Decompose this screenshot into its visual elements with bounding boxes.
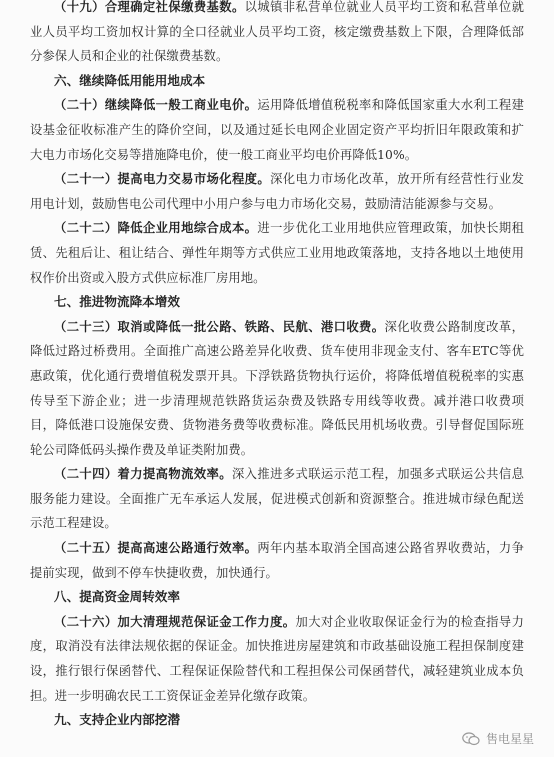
item-body: 加大对企业收取保证金行为的检查指导力度，取消没有法律法规依据的保证金。加快推进房屋建筑和市政基础设施工程担保制度建设，推行银行保函替代、工程保证保险替代和工程担保公司保函替代，减轻建筑业成本负担。进一步明确农民工工资保证金差异化缴存政策。 [30,614,524,703]
section-heading: 七、推进物流降本增效 [54,294,180,310]
item-body: 深化电力市场化改革，放开所有经营性行业发用电计划，鼓励售电公司代理中小用户参与电力市场化交易，鼓励清洁能源参与交易。 [30,172,524,211]
item-body: 两年内基本取消全国高速公路省界收费站，力争提前实现，做到不停车快捷收费，加快通行。 [30,541,524,580]
item-body: 深化收费公路制度改革，降低过路过桥费用。全面推广高速公路差异化收费、货车使用非现金支付、客车ETC等优惠政策，优化通行费增值税发票开具。下浮铁路货物执行运价，将降低增值税税率的实惠传导至下游企业；进一步清理规范铁路货运杂费及铁路专用线等收费。减并港口收费项目，降低港口设施保安费、货物港务费等收费标准。降低民用机场收费。引导督促国际班轮公司降低码头操作费及单证类附加费。 [30,319,524,457]
item-body: 运用降低增值税税率和降低国家重大水利工程建设基金征收标准产生的降价空间，以及通过延长电网企业固定资产平均折旧年限政策和扩大电力市场化交易等措施降电价，使一般工商业平均电价再降低10%。 [30,98,524,162]
watermark [462,730,534,747]
policy-item [30,315,524,463]
policy-item [30,610,524,708]
item-body: 进一步优化工业用地供应管理政策，加快长期租赁、先租后让、租让结合、弹性年期等方式供应工业用地政策落地，支持各地以土地使用权作价出资或入股方式供应标准厂房用地。 [30,221,524,285]
policy-item [30,536,524,585]
item-title: （二十二）降低企业用地综合成本。 [54,220,258,236]
section-heading: 九、支持企业内部挖潜 [54,712,180,728]
watermark-text: 售电星星 [485,732,534,746]
policy-item [30,216,524,290]
policy-item [30,0,524,69]
item-title: （二十）继续降低一般工商业电价。 [54,97,258,113]
item-title: （二十四）着力提高物流效率。 [54,466,232,482]
section-heading: 八、提高资金周转效率 [54,589,180,605]
policy-item [30,462,524,536]
item-title: （十九）合理确定社保缴费基数。 [54,0,245,14]
policy-item [30,167,524,216]
item-title: （二十六）加大清理规范保证金工作力度。 [54,613,296,629]
section-heading: 六、继续降低用能用地成本 [54,72,206,88]
item-body: 以城镇非私营单位就业人员平均工资和私营单位就业人员平均工资加权计算的全口径就业人员平均工资，核定缴费基数上下限，合理降低部分参保人员和企业的社保缴费基数。 [30,0,524,64]
wechat-icon [462,732,480,746]
item-title: （二十三）取消或降低一批公路、铁路、民航、港口收费。 [54,318,385,334]
item-body: 深入推进多式联运示范工程，加强多式联运公共信息服务能力建设。全面推广无车承运人发展，促进模式创新和资源整合。推进城市绿色配送示范工程建设。 [30,467,524,531]
policy-item [30,93,524,167]
item-title: （二十一）提高电力交易市场化程度。 [54,171,271,187]
item-title: （二十五）提高高速公路通行效率。 [54,540,258,556]
